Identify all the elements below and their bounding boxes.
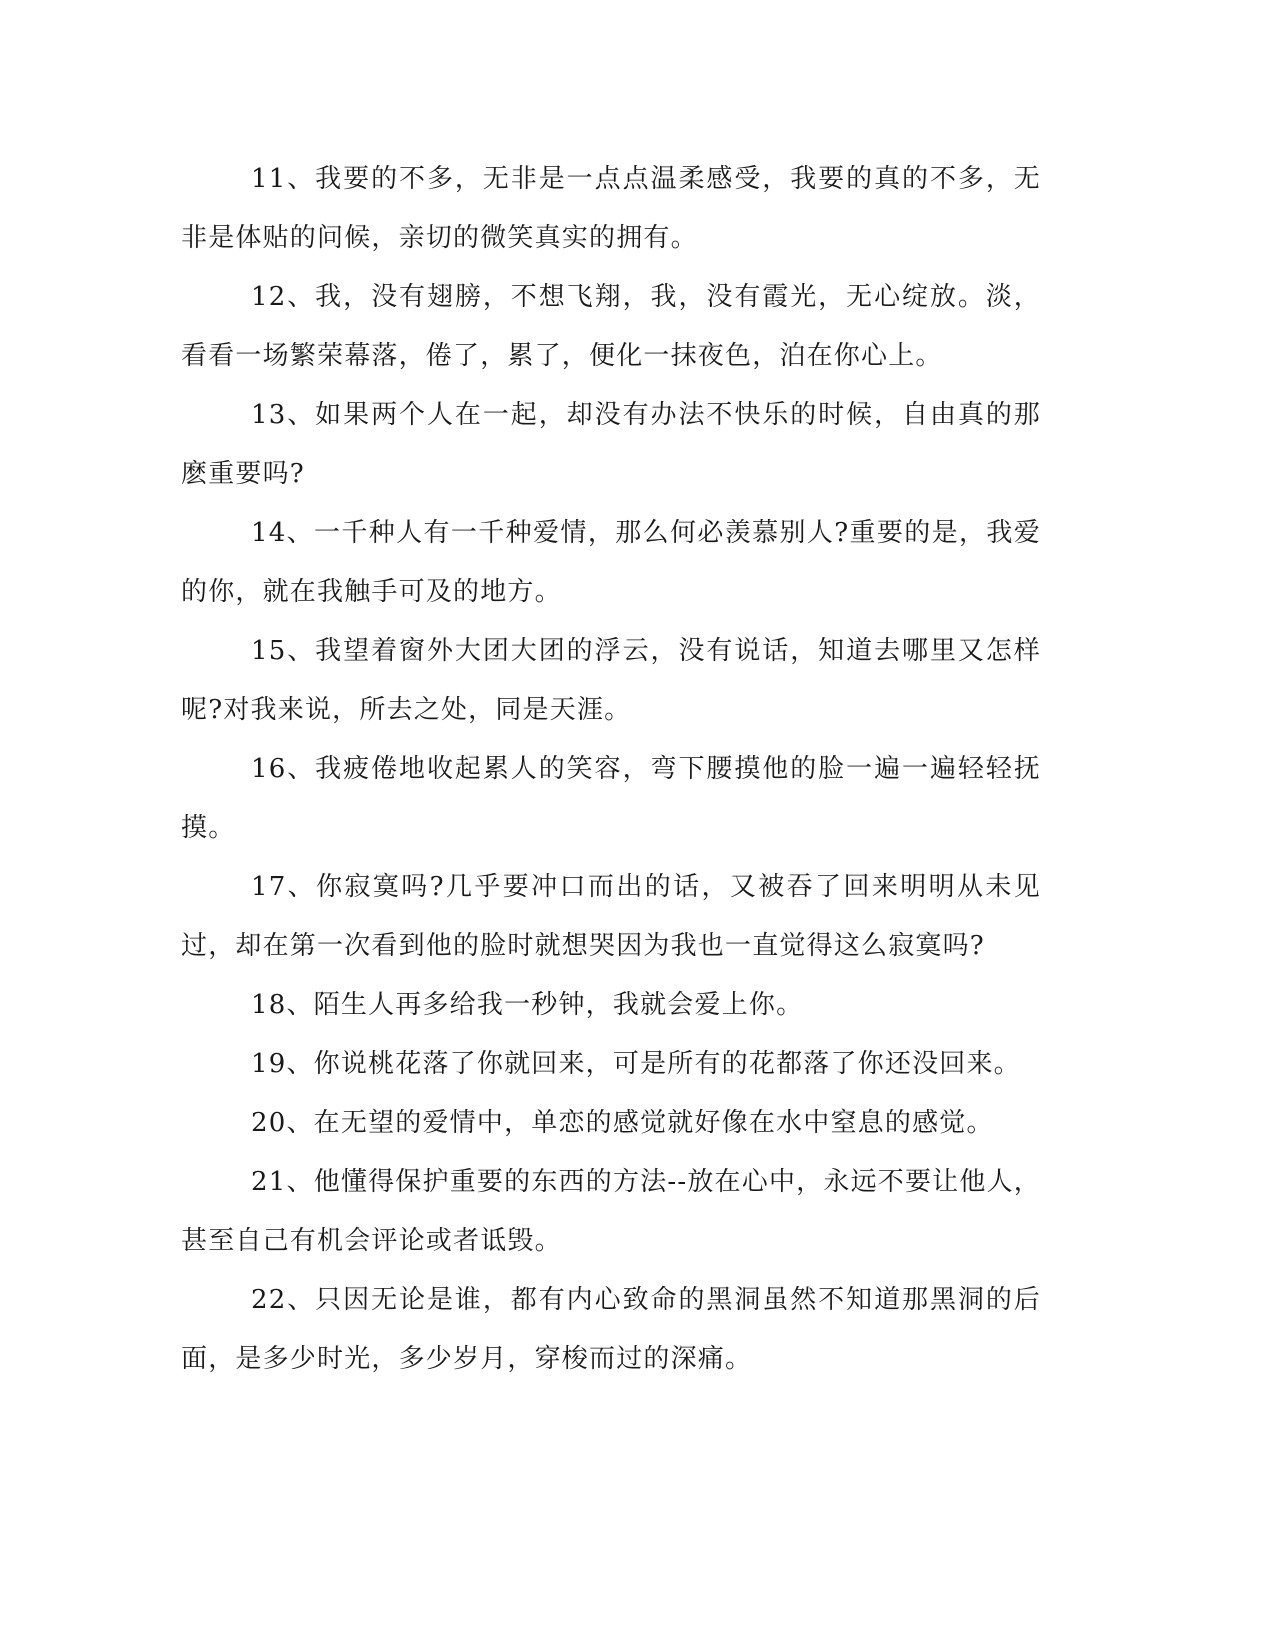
paragraph-18: 18、陌生人再多给我一秒钟，我就会爱上你。 — [251, 990, 804, 1020]
paragraph-20: 20、在无望的爱情中，单恋的感觉就好像在水中窒息的感觉。 — [251, 1108, 994, 1138]
paragraph-12: 12、我，没有翅膀，不想飞翔，我，没有霞光，无心绽放。淡，看看一场繁荣幕落，倦了，累了，便化一抹夜色，泊在你心上。 — [181, 282, 1041, 371]
paragraph-21: 21、他懂得保护重要的东西的方法--放在心中，永远不要让他人，甚至自己有机会评论或者诋毁。 — [181, 1167, 1041, 1256]
document-body — [181, 150, 1041, 1389]
paragraph-13: 13、如果两个人在一起，却没有办法不快乐的时候，自由真的那麽重要吗? — [181, 400, 1041, 489]
paragraph-14: 14、一千种人有一千种爱情，那么何必羡慕别人?重要的是，我爱的你，就在我触手可及的地方。 — [181, 518, 1041, 607]
paragraph-15: 15、我望着窗外大团大团的浮云，没有说话，知道去哪里又怎样呢?对我来说，所去之处，同是天涯。 — [181, 636, 1041, 725]
paragraph-17: 17、你寂寞吗?几乎要冲口而出的话，又被吞了回来明明从未见过，却在第一次看到他的脸时就想哭因为我也一直觉得这么寂寞吗? — [181, 872, 1041, 961]
paragraph-22: 22、只因无论是谁，都有内心致命的黑洞虽然不知道那黑洞的后面，是多少时光，多少岁月，穿梭而过的深痛。 — [181, 1285, 1041, 1374]
paragraph-11: 11、我要的不多，无非是一点点温柔感受，我要的真的不多，无非是体贴的问候，亲切的微笑真实的拥有。 — [181, 164, 1041, 253]
paragraph-16: 16、我疲倦地收起累人的笑容，弯下腰摸他的脸一遍一遍轻轻抚摸。 — [181, 754, 1041, 843]
paragraph-19: 19、你说桃花落了你就回来，可是所有的花都落了你还没回来。 — [251, 1049, 1021, 1079]
